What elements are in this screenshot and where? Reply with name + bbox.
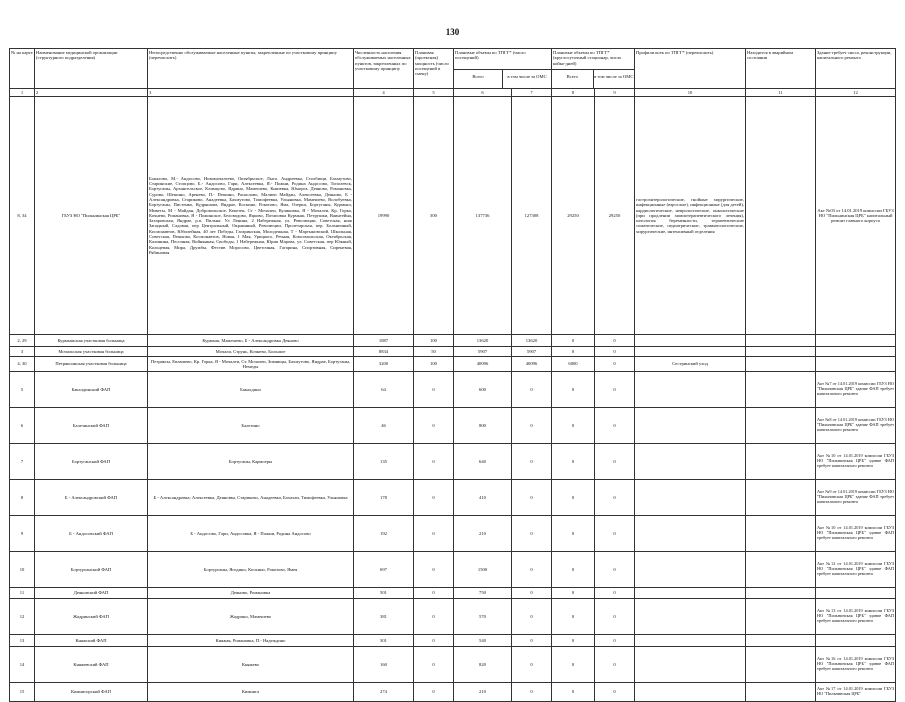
visits-oms-cell: 0 (512, 516, 552, 552)
bed-profiles-cell: гастроэнтерологические, гнойные хирургические, инфекционные (взрослые), инфекционные (для детей), кардиологические, неврологические, онкологические (при продлении химиотерапевтического лечения), патология беременности, терапевтические соматические, педиатрические, травматологические, хирургические, интенсивный отделения (635, 97, 746, 335)
capacity-cell: 0 (414, 647, 454, 683)
org-name-cell: ГБУЗ НО "Пильнинская ЦРБ" (35, 97, 148, 335)
beds-total-cell: 0 (552, 408, 595, 444)
beds-oms-cell: 0 (595, 588, 635, 599)
visits-oms-cell: 13620 (512, 335, 552, 347)
column-number: 12 (816, 89, 896, 97)
table-row (10, 599, 896, 635)
emergency-cell (746, 335, 816, 347)
emergency-cell (746, 97, 816, 335)
column-number: 4 (354, 89, 414, 97)
beds-total-cell: 0 (552, 683, 595, 702)
visits-total-cell: 1500 (454, 552, 512, 588)
beds-total-cell: 0 (552, 647, 595, 683)
map-number-cell: 3 (10, 347, 35, 357)
table-row (10, 683, 896, 702)
column-number: 5 (414, 89, 454, 97)
beds-oms-cell: 0 (595, 372, 635, 408)
settlements-cell: Б - Александровка, Алексеевка, Деяновка, Стариково, Анадеевка, Бахалаи, Тимофеевка, Ульяновка (148, 480, 354, 516)
visits-total-cell: 750 (454, 588, 512, 599)
org-name-cell: Балезинский ФАП (35, 408, 148, 444)
population-cell: 501 (354, 588, 414, 599)
map-number-cell: 11 (10, 588, 35, 599)
org-name-cell: Княжский ФАП (35, 635, 148, 647)
visits-total-cell: 210 (454, 683, 512, 702)
beds-total-cell: 0 (552, 372, 595, 408)
map-number-cell: 2, 29 (10, 335, 35, 347)
beds-total-cell: 0 (552, 552, 595, 588)
bed-profiles-cell (635, 480, 746, 516)
column-number: 9 (595, 89, 635, 97)
beds-oms-cell: 0 (595, 599, 635, 635)
map-number-cell: 9 (10, 516, 35, 552)
emergency-cell (746, 480, 816, 516)
bed-profiles-cell (635, 347, 746, 357)
capacity-cell: 0 (414, 372, 454, 408)
visits-total-cell: 820 (454, 647, 512, 683)
table-row (10, 444, 896, 480)
header-org-name: Наименование медицинской организации (структурного подразделения) (35, 49, 148, 89)
repair-cell (816, 335, 896, 347)
visits-total-cell: 600 (454, 372, 512, 408)
org-name-cell: Петряксинская участковая больница (35, 357, 148, 372)
beds-total-cell: 0 (552, 588, 595, 599)
table-row (10, 408, 896, 444)
org-name-cell: Б - Александровский ФАП (35, 480, 148, 516)
repair-cell: Акт №10 от 14.01.2019 комиссии ГБУЗ НО "Пильнинская ЦРБ" здание ФАП требует капитального ремонта (816, 516, 896, 552)
repair-cell (816, 635, 896, 647)
capacity-cell: 0 (414, 683, 454, 702)
beds-total-cell: 0 (552, 516, 595, 552)
table-row (10, 335, 896, 347)
table-row (10, 588, 896, 599)
emergency-cell (746, 357, 816, 372)
bed-profiles-cell (635, 444, 746, 480)
table-body (10, 97, 896, 702)
beds-oms-cell: 0 (595, 516, 635, 552)
map-number-cell: 8, 34 (10, 97, 35, 335)
visits-oms-cell: 40096 (512, 357, 552, 372)
beds-total-cell: 0 (552, 444, 595, 480)
header-repair: Здание требует сноса, реконструкции, капитального ремонта (816, 49, 896, 89)
repair-cell (816, 347, 896, 357)
beds-oms-cell: 0 (595, 408, 635, 444)
visits-total-cell: 40096 (454, 357, 512, 372)
visits-total-cell: 800 (454, 408, 512, 444)
map-number-cell: 15 (10, 683, 35, 702)
visits-total-cell: 410 (454, 480, 512, 516)
visits-oms-cell: 0 (512, 444, 552, 480)
header-capacity: Плановая (проектная) мощность (число посещений в смену) (414, 49, 454, 89)
emergency-cell (746, 635, 816, 647)
beds-total-cell: 0 (552, 347, 595, 357)
population-cell: 3200 (354, 357, 414, 372)
beds-oms-cell: 29250 (595, 97, 635, 335)
map-number-cell: 14 (10, 647, 35, 683)
settlements-cell: Бокалово, М.- Андосово, Новомочалеево, Октябрьское, Лысо. Андреевка, Столбищи, Бахмутово, Старинские, Стопцово, Б.- Андосово, Гари, Алексеевка, Я.- Пожни, Родина Андосово, Тополевск, Бортуганы, Архангельское, Климцово, Ядрино, Мамешево, Князевка, Юморга, Деяново, Романовка, Сурово, Шешино, Аренево, П.- Пешино, Расколово, Малиеи Майдан, Алексеевка, Деяново, Б - Александровка, Стариково, Анадеевка, Бахмутово, Тимофеевка, Ульяновка, Мамешево, Волобуевка, Бортуганы, Пистенко, Кудряшова, Яндрае, Коскино, Рокотово, Яма, Озерки, Бортуганы, Курмыш, Миветы, М - Майдан, Добровольское, Кекезеи, Ст - Мочалеи, Куликовка, Я - Мочалеи, Кр. Горка, Кочнево, Романовка, Я - Пожинское, Беловодово, Яцково, Потаповка Курмыш, Петрушки, Ваинтейна, Захаровская, Яндрае, р.п. Пильна: Ул Ленина, 2 Набережная, ул. Революции, Советская, ниж Западный, Садовая, пер Центральный, Окраинный, Революции, Пролетарская, пер. Больничный, Космонавтов, Юбилейная, 40 лет Победы, Гагаринская, Молодежная, Т - Мартыновский, Школьная, Советская, Пешкова, Космонавтов, Новая, 1 Мая, Урицкого, Речная, Комсомольская, Октябрьская, Калинина, Песочная, Войнянная, Свободы, 1 Набережная, Юрия Марова, ул. Советская, пер Южный, Кольцевая, Мира, Дружбы, Фестив Моросово, Цветочная, Гагарина, Спортивная, Сиреневая, Рябиновая (148, 97, 354, 335)
org-name-cell: Княжевский ФАП (35, 647, 148, 683)
visits-oms-cell: 0 (512, 552, 552, 588)
settlements-cell: Курмыш, Мамешево, Б - Александровка Деяново (148, 335, 354, 347)
bed-profiles-cell (635, 599, 746, 635)
beds-total-cell: 0 (552, 599, 595, 635)
visits-total-cell: 5907 (454, 347, 512, 357)
map-number-cell: 6 (10, 408, 35, 444)
visits-total-cell: 570 (454, 599, 512, 635)
beds-oms-cell: 0 (595, 647, 635, 683)
table-row (10, 372, 896, 408)
population-cell: 19990 (354, 97, 414, 335)
settlements-cell: Княжево (148, 647, 354, 683)
repair-cell: Акт №8 от 14.01.2019 комиссии ГБУЗ НО "Пильнинская ЦРБ" здание ФАП требует капитального ремонта (816, 408, 896, 444)
visits-total-cell: 640 (454, 444, 512, 480)
header-row (10, 49, 896, 89)
repair-cell: Акт №16 от 14.01.2019 комиссии ГБУЗ НО "Пильнинская ЦРБ" здание ФАП требует капитального ремонта (816, 647, 896, 683)
map-number-cell: 13 (10, 635, 35, 647)
beds-oms-cell: 0 (595, 683, 635, 702)
org-name-cell: Кимнигорский ФАП (35, 683, 148, 702)
population-cell: 1887 (354, 335, 414, 347)
table-row (10, 97, 896, 335)
table-row (10, 635, 896, 647)
org-name-cell: Б - Андосовский ФАП (35, 516, 148, 552)
header-bed-profiles: Профили коек по ТПГГ* (перечислить) (635, 49, 746, 89)
column-number-row (10, 89, 896, 97)
population-cell: 178 (354, 480, 414, 516)
header-beds-oms: в том числе за ОМС (593, 70, 635, 88)
header-visits (454, 49, 552, 89)
repair-cell: Акт №9 от 14.01.2019 комиссии ГБУЗ НО "Пильнинская ЦРБ" здание ФАП требует капитального ремонта (816, 480, 896, 516)
header-beds-total: Всего (566, 74, 578, 79)
visits-total-cell: 13620 (454, 335, 512, 347)
settlements-cell: Княжая, Романовка, П.- Надеждино (148, 635, 354, 647)
emergency-cell (746, 683, 816, 702)
beds-total-cell: 0 (552, 635, 595, 647)
beds-total-cell: 29250 (552, 97, 595, 335)
bed-profiles-cell: Сестринский уход (635, 357, 746, 372)
column-number: 1 (10, 89, 35, 97)
visits-oms-cell: 5907 (512, 347, 552, 357)
bed-profiles-cell (635, 683, 746, 702)
settlements-cell: Кимнига (148, 683, 354, 702)
org-name-cell: Жадринский ФАП (35, 599, 148, 635)
population-cell: 192 (354, 516, 414, 552)
bed-profiles-cell (635, 635, 746, 647)
visits-total-cell: 540 (454, 635, 512, 647)
column-number: 6 (454, 89, 512, 97)
table-row (10, 552, 896, 588)
map-number-cell: 12 (10, 599, 35, 635)
repair-cell: Акт №10 от 14.01.2019 комиссии ГБУЗ НО "Пильнинская ЦРБ" здание ФАП требует капитального ремонта (816, 444, 896, 480)
settlements-cell: Балезино (148, 408, 354, 444)
bed-profiles-cell (635, 647, 746, 683)
visits-oms-cell: 0 (512, 480, 552, 516)
column-number: 10 (635, 89, 746, 97)
repair-cell (816, 588, 896, 599)
org-name-cell: Мочальская участковая больница (35, 347, 148, 357)
header-visits-oms: в том числе за ОМС (502, 70, 551, 88)
header-visits-title: Плановые объемы по ТПГГ* (число посещений) (454, 49, 551, 70)
emergency-cell (746, 444, 816, 480)
visits-oms-cell: 0 (512, 635, 552, 647)
beds-oms-cell: 0 (595, 552, 635, 588)
beds-oms-cell: 0 (595, 347, 635, 357)
settlements-cell: Б - Андосово, Гари, Андосовка, Я - Пожни, Родина Андосово (148, 516, 354, 552)
capacity-cell: 50 (414, 347, 454, 357)
column-number: 7 (512, 89, 552, 97)
org-name-cell: Бортуганский ФАП (35, 444, 148, 480)
org-name-cell: Курмышская участковая больница (35, 335, 148, 347)
bed-profiles-cell (635, 335, 746, 347)
repair-cell (816, 357, 896, 372)
header-population: Численность населения обслуживаемых населенных пунктов, закрепленных по участковому принципу (354, 49, 414, 89)
population-cell: 46 (354, 408, 414, 444)
visits-oms-cell: 0 (512, 372, 552, 408)
capacity-cell: 0 (414, 588, 454, 599)
settlements-cell: Бортуганы, Кармоеры (148, 444, 354, 480)
emergency-cell (746, 516, 816, 552)
header-beds-title: Плановые объемы по ТПГГ* (круглосуточный стационар, число койко-дней) (552, 49, 634, 70)
map-number-cell: 5 (10, 372, 35, 408)
settlements-cell: Бакалдино (148, 372, 354, 408)
settlements-cell: Жадрино, Мамешево (148, 599, 354, 635)
capacity-cell: 0 (414, 516, 454, 552)
population-cell: 135 (354, 444, 414, 480)
map-number-cell: 4, 30 (10, 357, 35, 372)
repair-cell: Акт №03 от 14.01.2019 комиссии ГБУЗ НО "Пильнинская ЦРБ" капитальный ремонт главного корпуса (816, 97, 896, 335)
emergency-cell (746, 647, 816, 683)
emergency-cell (746, 372, 816, 408)
header-map-number: № на карте (10, 49, 35, 89)
emergency-cell (746, 588, 816, 599)
beds-total-cell: 0 (552, 480, 595, 516)
visits-oms-cell: 0 (512, 683, 552, 702)
column-number: 11 (746, 89, 816, 97)
capacity-cell: 100 (414, 357, 454, 372)
capacity-cell: 300 (414, 97, 454, 335)
emergency-cell (746, 347, 816, 357)
column-number: 3 (148, 89, 354, 97)
beds-oms-cell: 0 (595, 480, 635, 516)
visits-oms-cell: 0 (512, 647, 552, 683)
header-visits-total: Всего (472, 74, 484, 79)
settlements-cell: Петряксы, Евлашево, Кр. Горка, Я - Мочалеи, Ст. Мочалеи, Зимницы, Бахмутово, Яндрае, Бортуганы, Немеды (148, 357, 354, 372)
population-cell: 301 (354, 635, 414, 647)
population-cell: 274 (354, 683, 414, 702)
capacity-cell: 100 (414, 335, 454, 347)
bed-profiles-cell (635, 372, 746, 408)
table-row (10, 647, 896, 683)
visits-total-cell: 137736 (454, 97, 512, 335)
settlements-cell: Бортурганы, Ягодино, Коскино, Рокотово, Ямея (148, 552, 354, 588)
visits-oms-cell: 127308 (512, 97, 552, 335)
org-name-cell: Бортурганский ФАП (35, 552, 148, 588)
header-beds (552, 49, 635, 89)
facilities-table (9, 48, 896, 702)
beds-oms-cell: 0 (595, 635, 635, 647)
table-row (10, 347, 896, 357)
map-number-cell: 8 (10, 480, 35, 516)
header-emergency: Находится в аварийном состоянии (746, 49, 816, 89)
repair-cell: Акт №12 от 14.01.2019 комиссии ГБУЗ НО "Пильнинская ЦРБ" здание ФАП требует капитального ремонта (816, 552, 896, 588)
beds-oms-cell: 0 (595, 335, 635, 347)
population-cell: 697 (354, 552, 414, 588)
repair-cell: Акт №17 от 14.01.2019 комиссии ГБУЗ НО "Пильнинская ЦРБ" (816, 683, 896, 702)
header-settlements: Непосредственно обслуживаемые населенные пункты, закрепленные по участковому принципу (перечислить) (148, 49, 354, 89)
beds-total-cell: 6000 (552, 357, 595, 372)
map-number-cell: 7 (10, 444, 35, 480)
visits-total-cell: 210 (454, 516, 512, 552)
column-number: 8 (552, 89, 595, 97)
emergency-cell (746, 408, 816, 444)
column-number: 2 (35, 89, 148, 97)
emergency-cell (746, 552, 816, 588)
capacity-cell: 0 (414, 444, 454, 480)
capacity-cell: 0 (414, 480, 454, 516)
emergency-cell (746, 599, 816, 635)
beds-oms-cell: 0 (595, 357, 635, 372)
population-cell: 160 (354, 647, 414, 683)
page-number: 130 (445, 27, 460, 37)
bed-profiles-cell (635, 408, 746, 444)
population-cell: 64 (354, 372, 414, 408)
population-cell: 381 (354, 599, 414, 635)
capacity-cell: 0 (414, 599, 454, 635)
capacity-cell: 0 (414, 635, 454, 647)
beds-oms-cell: 0 (595, 444, 635, 480)
table-row (10, 516, 896, 552)
settlements-cell: Мочали, Струнь, Кочнево, Большое (148, 347, 354, 357)
bed-profiles-cell (635, 588, 746, 599)
capacity-cell: 0 (414, 408, 454, 444)
map-number-cell: 10 (10, 552, 35, 588)
beds-total-cell: 0 (552, 335, 595, 347)
table-row (10, 357, 896, 372)
capacity-cell: 0 (414, 552, 454, 588)
population-cell: 8834 (354, 347, 414, 357)
org-name-cell: Деяновский ФАП (35, 588, 148, 599)
visits-oms-cell: 0 (512, 408, 552, 444)
visits-oms-cell: 0 (512, 588, 552, 599)
bed-profiles-cell (635, 552, 746, 588)
repair-cell: Акт №13 от 14.01.2019 комиссии ГБУЗ НО "Пильнинская ЦРБ" здание ФАП требует капитального ремонта (816, 599, 896, 635)
bed-profiles-cell (635, 516, 746, 552)
settlements-cell: Деяново, Романовка (148, 588, 354, 599)
visits-oms-cell: 0 (512, 599, 552, 635)
repair-cell: Акт №7 от 14.01.2019 комиссии ГБУЗ НО "Пильнинская ЦРБ" здание ФАП требует капитального ремонта (816, 372, 896, 408)
table-row (10, 480, 896, 516)
org-name-cell: Бакалдинский ФАП (35, 372, 148, 408)
